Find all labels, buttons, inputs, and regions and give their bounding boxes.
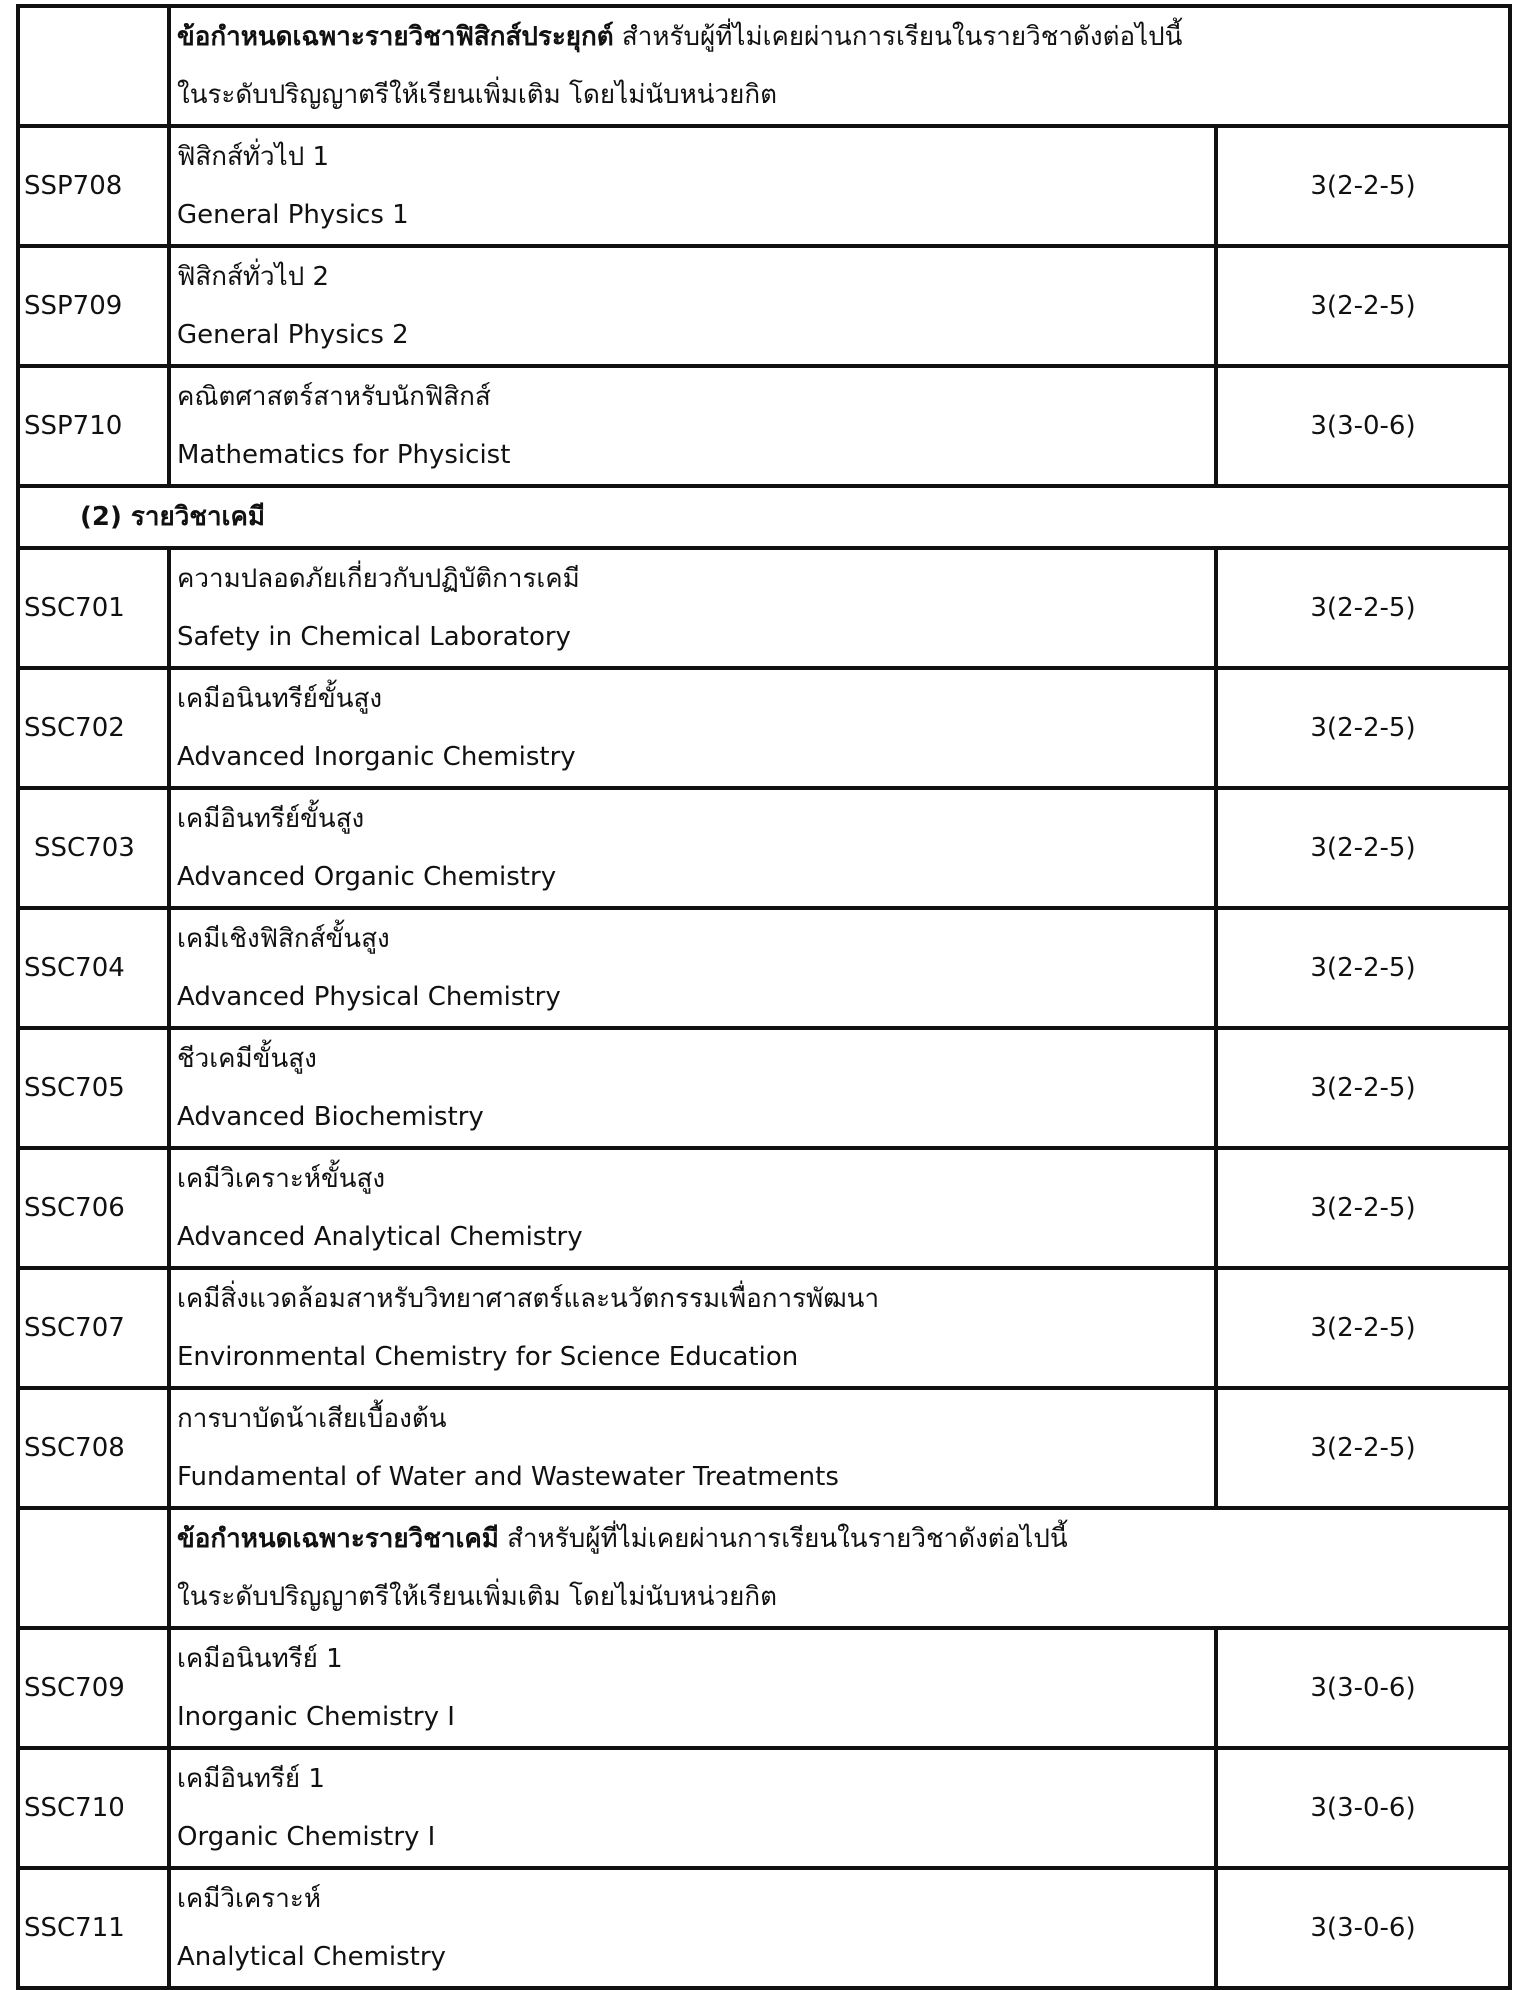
course-code: SSP708 <box>18 126 169 246</box>
empty-code-cell <box>18 1508 169 1628</box>
course-name-english: Organic Chemistry I <box>177 1822 436 1852</box>
course-code: SSC701 <box>18 548 169 668</box>
course-credit: 3(3-0-6) <box>1216 366 1510 486</box>
course-name <box>169 1628 1216 1748</box>
table-row <box>18 1268 1510 1388</box>
course-name-thai: คณิตศาสตร์สาหรับนักฟิสิกส์ <box>177 382 491 412</box>
section-title: (2) รายวิชาเคมี <box>18 486 1510 548</box>
course-name-english: Advanced Organic Chemistry <box>177 862 557 892</box>
chemistry-section-row <box>18 486 1510 548</box>
course-code: SSC705 <box>18 1028 169 1148</box>
course-name-english: Advanced Physical Chemistry <box>177 982 561 1012</box>
course-name-thai: เคมีวิเคราะห์ขั้นสูง <box>177 1164 386 1194</box>
course-name-thai: เคมีอนินทรีย์ 1 <box>177 1644 343 1674</box>
course-credit: 3(2-2-5) <box>1216 908 1510 1028</box>
course-name-english: Mathematics for Physicist <box>177 440 511 470</box>
course-name-english: Fundamental of Water and Wastewater Treatments <box>177 1462 839 1492</box>
course-credit: 3(3-0-6) <box>1216 1748 1510 1868</box>
course-code: SSC704 <box>18 908 169 1028</box>
course-name <box>169 366 1216 486</box>
table-row <box>18 126 1510 246</box>
course-code: SSC702 <box>18 668 169 788</box>
table-row <box>18 1148 1510 1268</box>
course-name <box>169 1388 1216 1508</box>
course-name-english: General Physics 1 <box>177 200 409 230</box>
course-credit: 3(2-2-5) <box>1216 246 1510 366</box>
course-name-thai: เคมีอินทรีย์ขั้นสูง <box>177 804 365 834</box>
course-name <box>169 1268 1216 1388</box>
table-row <box>18 1868 1510 1988</box>
table-row <box>18 1028 1510 1148</box>
course-credit: 3(2-2-5) <box>1216 1148 1510 1268</box>
table-row <box>18 1748 1510 1868</box>
course-credit: 3(2-2-5) <box>1216 1268 1510 1388</box>
chemistry-note-line2: ในระดับปริญญาตรีให้เรียนเพิ่มเติม โดยไม่นับหน่วยกิต <box>177 1582 777 1612</box>
table-row <box>18 908 1510 1028</box>
course-name-thai: ชีวเคมีขั้นสูง <box>177 1044 317 1074</box>
table-row <box>18 668 1510 788</box>
course-credit: 3(2-2-5) <box>1216 548 1510 668</box>
chemistry-note-text: สำหรับผู้ที่ไม่เคยผ่านการเรียนในรายวิชาดังต่อไปนี้ <box>498 1524 1068 1554</box>
course-code: SSP709 <box>18 246 169 366</box>
course-code: SSC709 <box>18 1628 169 1748</box>
course-name <box>169 908 1216 1028</box>
chemistry-note-row <box>18 1508 1510 1628</box>
physics-note-text: สำหรับผู้ที่ไม่เคยผ่านการเรียนในรายวิชาดังต่อไปนี้ <box>613 22 1183 52</box>
course-name <box>169 1868 1216 1988</box>
table-row <box>18 1388 1510 1508</box>
course-code: SSC703 <box>18 788 169 908</box>
course-name-thai: เคมีอนินทรีย์ขั้นสูง <box>177 684 383 714</box>
course-name <box>169 1148 1216 1268</box>
course-code: SSC711 <box>18 1868 169 1988</box>
physics-note <box>169 6 1510 126</box>
course-name <box>169 1028 1216 1148</box>
course-credit: 3(2-2-5) <box>1216 1388 1510 1508</box>
course-name-english: Advanced Biochemistry <box>177 1102 484 1132</box>
course-name-thai: ฟิสิกส์ทั่วไป 2 <box>177 262 330 292</box>
course-name-thai: เคมีสิ่งแวดล้อมสาหรับวิทยาศาสตร์และนวัตกรรมเพื่อการพัฒนา <box>177 1284 880 1314</box>
course-name-thai: เคมีอินทรีย์ 1 <box>177 1764 325 1794</box>
course-credit: 3(2-2-5) <box>1216 788 1510 908</box>
course-code: SSC707 <box>18 1268 169 1388</box>
course-name <box>169 548 1216 668</box>
course-code: SSC706 <box>18 1148 169 1268</box>
course-name-thai: เคมีเชิงฟิสิกส์ขั้นสูง <box>177 924 390 954</box>
course-code: SSC708 <box>18 1388 169 1508</box>
course-credit: 3(3-0-6) <box>1216 1628 1510 1748</box>
physics-note-bold: ข้อกำหนดเฉพาะรายวิชาฟิสิกส์ประยุกต์ <box>177 22 614 52</box>
table-row <box>18 366 1510 486</box>
chemistry-note <box>169 1508 1510 1628</box>
course-credit: 3(3-0-6) <box>1216 1868 1510 1988</box>
physics-note-row <box>18 6 1510 126</box>
empty-code-cell <box>18 6 169 126</box>
course-name-english: General Physics 2 <box>177 320 409 350</box>
course-name-english: Environmental Chemistry for Science Education <box>177 1342 799 1372</box>
course-name-thai: ฟิสิกส์ทั่วไป 1 <box>177 142 330 172</box>
course-name-thai: การบาบัดน้าเสียเบื้องต้น <box>177 1404 447 1434</box>
physics-note-line2: ในระดับปริญญาตรีให้เรียนเพิ่มเติม โดยไม่นับหน่วยกิต <box>177 80 777 110</box>
course-name <box>169 1748 1216 1868</box>
course-table <box>16 4 1512 1990</box>
table-row <box>18 548 1510 668</box>
course-credit: 3(2-2-5) <box>1216 1028 1510 1148</box>
table-row <box>18 1628 1510 1748</box>
course-name-thai: เคมีวิเคราะห์ <box>177 1884 321 1914</box>
course-code: SSC710 <box>18 1748 169 1868</box>
course-name-thai: ความปลอดภัยเกี่ยวกับปฏิบัติการเคมี <box>177 564 580 594</box>
course-name-english: Safety in Chemical Laboratory <box>177 622 571 652</box>
course-credit: 3(2-2-5) <box>1216 668 1510 788</box>
table-row <box>18 788 1510 908</box>
table-row <box>18 246 1510 366</box>
course-name <box>169 246 1216 366</box>
course-name-english: Analytical Chemistry <box>177 1942 446 1972</box>
course-name <box>169 668 1216 788</box>
course-name <box>169 788 1216 908</box>
course-name-english: Advanced Inorganic Chemistry <box>177 742 576 772</box>
course-name <box>169 126 1216 246</box>
course-code: SSP710 <box>18 366 169 486</box>
course-credit: 3(2-2-5) <box>1216 126 1510 246</box>
course-name-english: Inorganic Chemistry I <box>177 1702 455 1732</box>
chemistry-note-bold: ข้อกำหนดเฉพาะรายวิชาเคมี <box>177 1524 499 1554</box>
course-name-english: Advanced Analytical Chemistry <box>177 1222 583 1252</box>
